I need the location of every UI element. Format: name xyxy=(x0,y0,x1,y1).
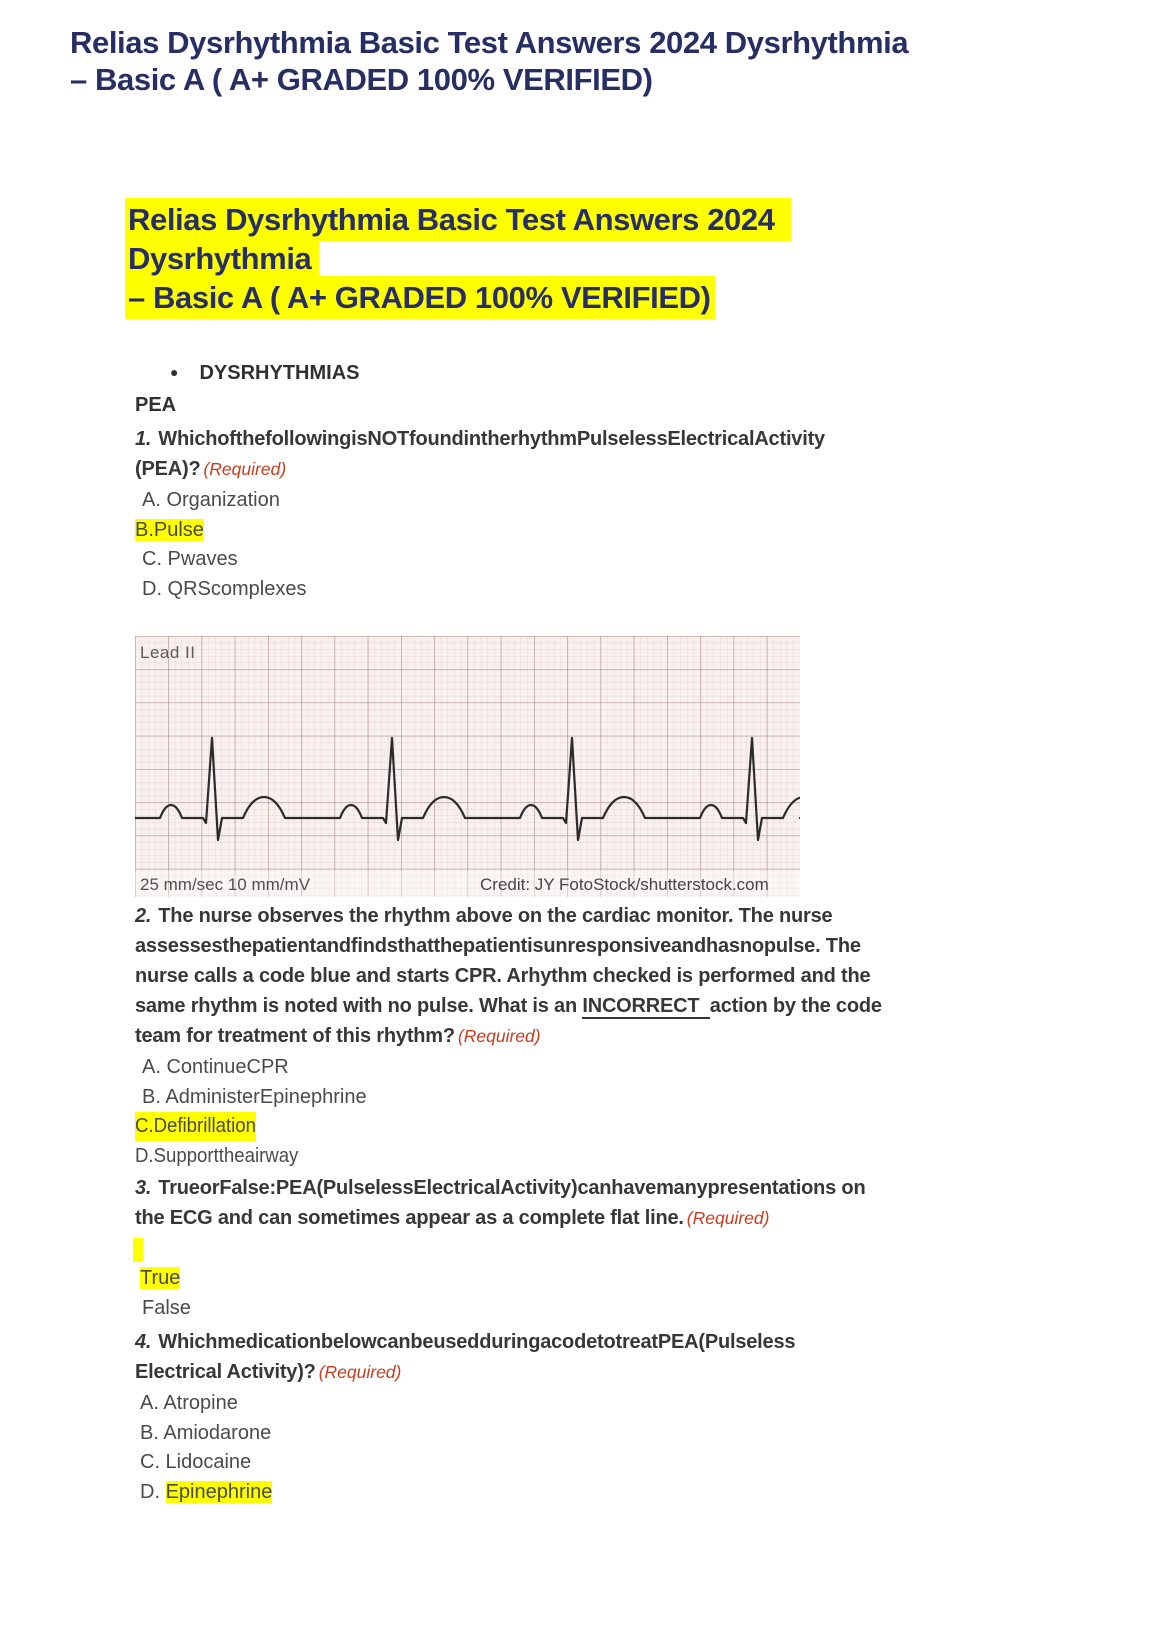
page-title-line-2: – Basic A ( A+ GRADED 100% VERIFIED) xyxy=(70,62,653,97)
question-2-text-line-4a: same rhythm is noted with no pulse. What is an xyxy=(135,995,583,1017)
question-3-required-label: (Required) xyxy=(686,1208,770,1228)
question-4-required-label: (Required) xyxy=(318,1362,402,1382)
question-3-number: 3. xyxy=(135,1177,152,1199)
question-1-options xyxy=(135,486,1040,604)
question-2-number: 2. xyxy=(135,905,152,927)
document-body xyxy=(128,200,1040,1507)
bullet-icon: ● xyxy=(170,364,179,380)
question-2-options xyxy=(135,1053,1040,1171)
question-1-required-label: (Required) xyxy=(203,459,287,479)
q1-option-a: A. Organization xyxy=(142,489,280,511)
q4-option-d xyxy=(135,1478,1040,1508)
bullet-label: DYSRHYTHMIAS xyxy=(199,362,360,384)
pea-heading: PEA xyxy=(135,394,177,416)
q4-option-d-answer-highlight: Epinephrine xyxy=(165,1480,273,1503)
ecg-strip-image xyxy=(135,636,800,897)
question-4-text-line-2: Electrical Activity)? xyxy=(135,1361,316,1383)
question-1-number: 1. xyxy=(135,428,152,450)
highlighted-title xyxy=(125,200,1040,317)
question-3 xyxy=(135,1173,1040,1233)
q4-option-a: A. Atropine xyxy=(140,1392,238,1414)
ecg-lead-label: Lead II xyxy=(140,643,196,662)
highlight-sliver xyxy=(133,1238,143,1262)
question-4-number: 4. xyxy=(135,1331,152,1353)
page-title xyxy=(0,0,1159,98)
question-1-text-line-1: WhichofthefollowingisNOTfoundintherhythmPulselessElectricalActivity xyxy=(158,428,825,450)
page-title-line-1: Relias Dysrhythmia Basic Test Answers 2024 Dysrhythmia xyxy=(70,25,909,60)
question-1-text-line-2: (PEA)? xyxy=(135,458,201,480)
question-2-text-line-3: nurse calls a code blue and starts CPR. Arhythm checked is performed and the xyxy=(135,965,871,987)
q1-option-c: C. Pwaves xyxy=(142,548,238,570)
q3-option-true-answer-highlight: True xyxy=(140,1267,181,1289)
question-2-text-line-4b: action by the code xyxy=(709,995,882,1017)
q1-option-b-answer-highlight: B.Pulse xyxy=(135,518,204,541)
question-4 xyxy=(135,1327,1040,1387)
question-3-text-line-1: TrueorFalse:PEA(PulselessElectricalActivity)canhavemanypresentations on xyxy=(158,1177,866,1199)
q4-option-c: C. Lidocaine xyxy=(140,1451,252,1473)
question-2-text-line-2: assessesthepatientandfindsthatthepatientisunresponsiveandhasnopulse. The xyxy=(135,935,861,957)
ecg-credit-label: Credit: JY FotoStock/shutterstock.com xyxy=(480,875,769,894)
q2-option-b: B. AdministerEpinephrine xyxy=(142,1085,367,1108)
question-4-options xyxy=(135,1389,1040,1507)
q2-option-c xyxy=(135,1112,1040,1142)
question-4-text-line-1: WhichmedicationbelowcanbeusedduringacodetotreatPEA(Pulseless xyxy=(158,1331,796,1353)
q1-option-d: D. QRScomplexes xyxy=(142,577,307,600)
q4-option-b: B. Amiodarone xyxy=(140,1421,272,1444)
q2-option-d: D.Supporttheairway xyxy=(135,1144,299,1167)
q1-option-b xyxy=(135,516,1040,546)
question-2-required-label: (Required) xyxy=(457,1026,541,1046)
highlighted-title-line-1: Relias Dysrhythmia Basic Test Answers 2024 xyxy=(125,198,791,241)
ecg-calibration-label: 25 mm/sec 10 mm/mV xyxy=(140,875,311,894)
question-2 xyxy=(135,901,1040,1051)
question-2-text-line-1: The nurse observes the rhythm above on the cardiac monitor. The nurse xyxy=(158,905,833,927)
highlighted-title-line-3: – Basic A ( A+ GRADED 100% VERIFIED) xyxy=(125,276,715,319)
highlighted-title-line-2: Dysrhythmia xyxy=(125,237,319,280)
dysrhythmias-bullet-item xyxy=(135,359,1040,387)
question-1 xyxy=(135,424,1040,484)
question-3-text-line-2: the ECG and can sometimes appear as a complete flat line. xyxy=(135,1207,684,1229)
question-2-underlined-word: INCORRECT xyxy=(582,995,709,1019)
q3-option-true xyxy=(135,1264,1040,1294)
q2-option-a: A. ContinueCPR xyxy=(142,1056,289,1078)
ecg-grid xyxy=(135,636,800,897)
question-2-text-line-5: team for treatment of this rhythm? xyxy=(135,1025,455,1047)
q4-option-d-prefix: D. xyxy=(140,1480,166,1503)
q3-option-false: False xyxy=(142,1296,191,1319)
q2-option-c-answer-highlight: C.Defibrillation xyxy=(135,1112,256,1142)
question-3-options xyxy=(135,1264,1040,1323)
